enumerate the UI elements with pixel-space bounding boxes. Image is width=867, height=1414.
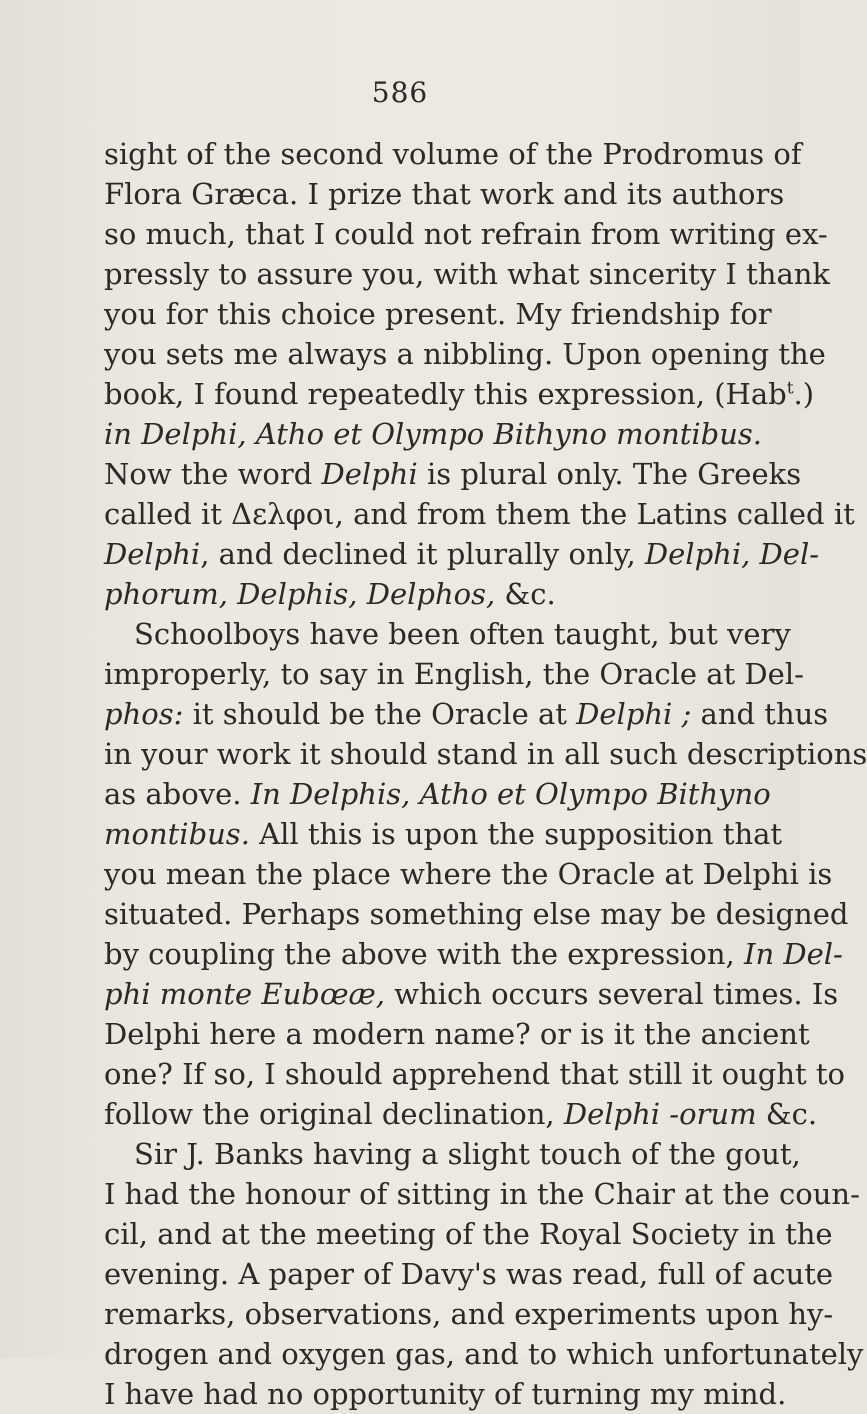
text-line	[104, 1294, 834, 1334]
text-line	[104, 174, 785, 214]
text-line	[104, 494, 855, 534]
text-segment: phos:	[104, 697, 184, 731]
text-segment: Flora Græca. I prize that work and its authors	[104, 177, 785, 211]
text-line	[104, 134, 802, 174]
text-line	[104, 294, 772, 334]
text-segment: Delphi, Del-	[644, 537, 820, 571]
text-segment: sight of the second volume of the Prodromus of	[104, 137, 802, 171]
text-segment: you mean the place where the Oracle at Delphi is	[104, 857, 833, 891]
text-line	[104, 1134, 801, 1174]
text-segment: Delphi here a modern name? or is it the ancient	[104, 1017, 810, 1051]
text-line	[104, 334, 826, 374]
text-segment: In Delphis, Atho et Olympo Bithyno	[250, 777, 771, 811]
text-segment: which occurs several times. Is	[384, 977, 839, 1011]
text-segment: book, I found repeatedly this expression, (Hab	[104, 377, 787, 411]
text-segment: in your work it should stand in all such descriptions	[104, 737, 867, 771]
text-line	[104, 454, 802, 494]
text-segment: drogen and oxygen gas, and to which unfortunately	[104, 1337, 864, 1371]
text-segment: and thus	[691, 697, 829, 731]
text-line	[104, 1054, 846, 1094]
text-segment: evening. A paper of Davy's was read, full of acute	[104, 1257, 834, 1291]
text-segment: follow the original declination,	[104, 1097, 564, 1131]
page-number: 586	[371, 76, 429, 109]
text-segment: phi monte Eubœæ,	[104, 977, 385, 1011]
text-segment: I had the honour of sitting in the Chair at the coun-	[104, 1177, 860, 1211]
text-line	[104, 574, 710, 614]
text-line	[104, 1174, 860, 1214]
text-segment: Delphi	[104, 537, 201, 571]
text-segment: situated. Perhaps something else may be designed	[104, 897, 849, 931]
text-segment: In Del-	[743, 937, 843, 971]
text-segment: t	[786, 378, 794, 399]
text-segment: you for this choice present. My friendship for	[104, 297, 772, 331]
text-line	[104, 934, 843, 974]
text-segment: &c.	[504, 577, 556, 611]
text-line	[104, 814, 783, 854]
text-line	[104, 1334, 864, 1374]
text-line	[104, 1254, 834, 1294]
text-line	[104, 774, 771, 814]
text-line	[104, 654, 804, 694]
text-segment: Now the word	[104, 457, 322, 491]
text-segment: you sets me always a nibbling. Upon opening the	[104, 337, 826, 371]
text-line	[104, 1014, 810, 1054]
text-segment: by coupling the above with the expression,	[104, 937, 744, 971]
text-segment: montibus.	[104, 817, 250, 851]
text-segment: Delphi ;	[576, 697, 692, 731]
text-line	[104, 374, 815, 414]
text-segment: it should be the Oracle at	[183, 697, 577, 731]
text-segment: so much, that I could not refrain from writing ex-	[104, 217, 828, 251]
text-segment: Delphi -orum	[563, 1097, 757, 1131]
text-segment: called it Δελφοι, and from them the Latins called it	[104, 497, 855, 531]
text-segment: , and declined it plurally only,	[200, 537, 645, 571]
text-segment: Schoolboys have been often taught, but very	[134, 617, 791, 651]
text-segment: Delphi	[321, 457, 418, 491]
text-segment: Sir J. Banks having a slight touch of the gout,	[134, 1137, 801, 1171]
text-line	[104, 1214, 833, 1254]
text-segment: improperly, to say in English, the Oracle at Del-	[104, 657, 804, 691]
text-line	[104, 254, 830, 294]
text-line	[104, 414, 763, 454]
text-segment: &c.	[756, 1097, 818, 1131]
body-text	[104, 134, 867, 1414]
text-segment: pressly to assure you, with what sincerity I thank	[104, 257, 830, 291]
text-line	[104, 1094, 818, 1134]
text-line	[104, 894, 849, 934]
text-segment: All this is upon the supposition that	[249, 817, 783, 851]
text-segment: as above.	[104, 777, 251, 811]
text-segment: is plural only. The Greeks	[417, 457, 802, 491]
text-segment: .)	[793, 377, 815, 411]
text-line	[104, 534, 820, 574]
text-line	[104, 974, 839, 1014]
text-line	[104, 854, 833, 894]
text-line	[104, 1374, 787, 1414]
text-segment: in Delphi, Atho et Olympo Bithyno montibus.	[104, 417, 763, 451]
text-line	[104, 694, 829, 734]
text-segment: remarks, observations, and experiments upon hy-	[104, 1297, 834, 1331]
text-segment: one? If so, I should apprehend that still it ought to	[104, 1057, 846, 1091]
text-segment: cil, and at the meeting of the Royal Society in the	[104, 1217, 833, 1251]
text-line	[104, 214, 828, 254]
text-segment: phorum, Delphis, Delphos,	[104, 577, 505, 611]
text-line	[104, 614, 791, 654]
text-segment: I have had no opportunity of turning my mind.	[104, 1377, 787, 1411]
text-line	[104, 734, 867, 774]
